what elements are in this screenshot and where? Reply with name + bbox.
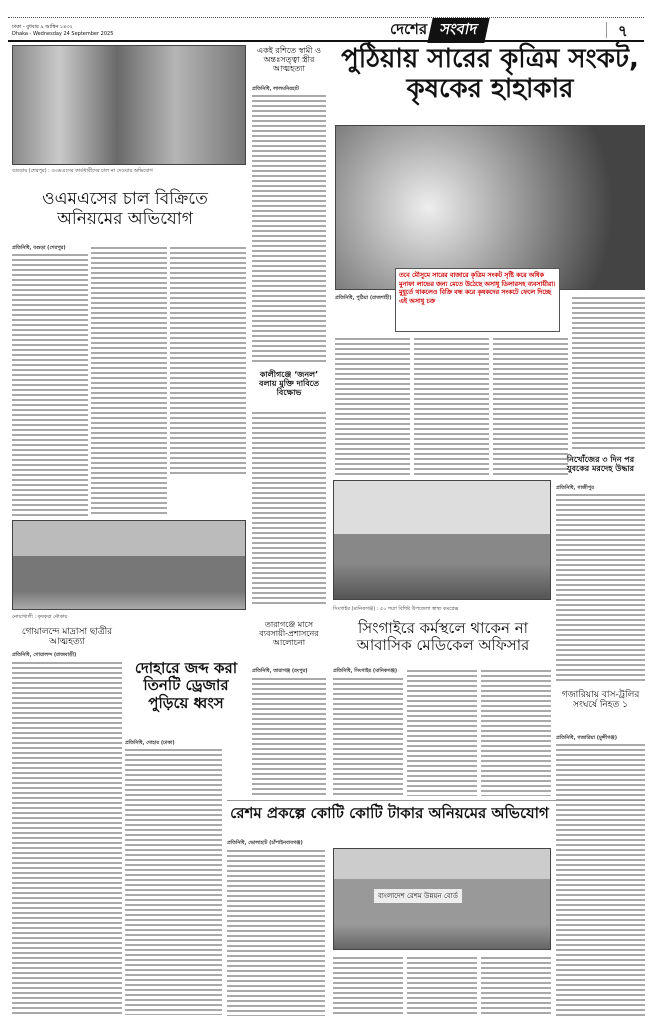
body-text [572,295,645,450]
singair-photo [333,480,551,600]
lead-pullquote: তবে মৌসুমে সারের বাজারে কৃত্রিম সংকট সৃষ্টি করে অধিক মুনাফা লাভের জন্য মেতে উঠেছে অসাধু ডিলারসহ ব্যবসায়ীরা। মুহূর্তে থাকলেও বিক্রি বন্ধ করে কৃষকদের সংকটে ফেলে দিচ্ছে এই অসাধু চক্র [395,268,560,332]
body-text [91,245,167,517]
body-text [414,336,489,476]
silk-sign: বাংলাদেশ রেশম উন্নয়ন বোর্ড [374,889,462,903]
body-text [335,336,410,476]
taraganj-byline: প্রতিনিধি, তারাগঞ্জ (রংপুর) [252,668,308,674]
goalundo-headline: গোয়ালন্দে মাদ্রাসা ছাত্রীর আত্মহত্যা [21,627,113,648]
singair-headline: সিংগাইরে কর্মস্থলে থাকেন না আবাসিক মেডিকেল অফিসার [356,619,530,655]
body-text [12,660,122,1015]
body-text [481,668,551,796]
body-text [333,676,403,796]
body-text [12,252,88,517]
singair-byline: প্রতিনিধি, সিংগাইর (মানিকগঞ্জ) [333,668,398,674]
suicide-byline: প্রতিনিধি, লালমনিরহাট [252,86,299,92]
masthead-word-1: দেশের [390,19,428,38]
masthead-word-2: সংবাদ [427,18,489,43]
body-text [227,848,325,1016]
dohar-headline: দোহারে জব্দ করা তিনটি ড্রেজার পুড়িয়ে ধ্বংস [134,659,238,712]
oms-caption: বগুড়ায় (শেরপুর) : ওএমএসের কার্ডধারীদের চাল না দেওয়ার অভিযোগ [12,168,153,174]
silk-photo [333,848,551,950]
gazaria-headline: গজারিয়ায় বাস-ট্রলির সংঘর্ষে নিহত ১ [561,690,640,711]
body-text [481,955,551,1017]
header-rule [8,40,644,42]
taraganj-headline: তারাগঞ্জে মাসে ব্যবসায়ী-প্রশাসনের আলোচনা [259,620,319,648]
body-text [252,676,326,798]
lead-photo [335,125,645,290]
gazaria-byline: প্রতিনিধি, গজারিয়া (মুন্সীগঞ্জ) [556,735,617,741]
lead-headline: পুঠিয়ায় সারের কৃত্রিম সংকট, কৃষকের হাহাকার [341,44,639,104]
singair-caption: সিংগাইর (মানিকগঞ্জ) : ৫০ শয্যা বিশিষ্ট উপজেলা স্বাস্থ্য কমপ্লেক্স [333,606,459,612]
suicide-headline: একই রশিতে স্বামী ও অন্তঃসত্ত্বা স্ত্রীর আত্মহত্যা [257,46,321,74]
kaliganj-headline: কালীগঞ্জে ‘জনল’ বলায় মুক্তি দাবিতে বিক্ষোভ [259,370,319,398]
dohar-byline: প্রতিনিধি, দোহার (ঢাকা) [125,740,175,746]
divider [227,800,645,801]
body-text [170,245,246,475]
divider [606,22,607,38]
date-english: Dhaka - Wednesday 24 September 2025 [12,31,114,37]
oms-headline: ওএমএসের চাল বিক্রিতে অনিয়মের অভিযোগ [42,189,208,229]
body-text [556,742,645,1017]
masthead [390,20,487,40]
body-text [407,668,477,796]
silk-byline: প্রতিনিধি, ভোলাহাট (চাঁপাইনবাবগঞ্জ) [227,840,303,846]
silk-headline: রেশম প্রকল্পে কোটি কোটি টাকার অনিয়মের অভিযোগ [230,804,549,822]
top-rule [8,17,644,18]
missing-byline: প্রতিনিধি, গাজীপুর [556,485,594,491]
page-number: ৭ [618,22,628,40]
body-text [252,93,326,363]
boat-photo [12,520,246,610]
body-text [407,955,477,1017]
oms-photo [12,45,246,165]
missing-headline: নিখোঁজের ৩ দিন পর যুবকের মরদেহ উদ্ধার [566,455,635,474]
oms-byline: প্রতিনিধি, বগুড়া (শেরপুর) [12,245,66,251]
body-text [125,747,222,1015]
lead-byline: প্রতিনিধি, পুঠিয়া (রাজশাহী) [335,295,392,301]
goalundo-byline: প্রতিনিধি, গোয়ালন্দ (রাজবাড়ী) [12,652,77,658]
date-bengali: ঢাকা - বুধবার ৯ আশ্বিন ১৪৩২ [12,24,73,30]
body-text [556,492,645,682]
body-text [252,410,326,605]
boat-caption: নোয়াখালী : কৃষকরা নৌকায় [12,614,68,620]
dateline [12,24,113,38]
body-text [333,955,403,1017]
